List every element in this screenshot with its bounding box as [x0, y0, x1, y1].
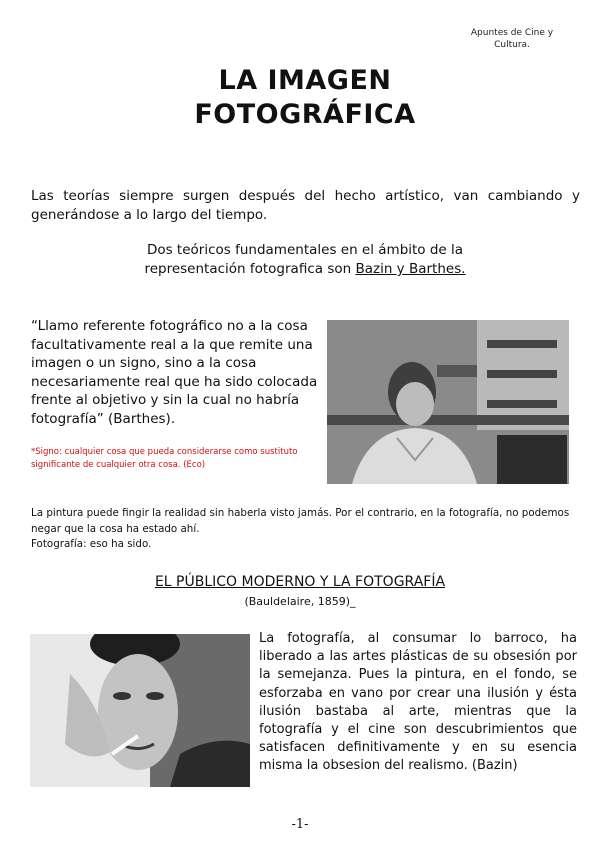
theorists-text: Dos teóricos fundamentales en el ámbito de la representación fotografica son: [144, 242, 464, 277]
page-title-line1: LA IMAGEN: [218, 65, 392, 96]
barthes-quote: “Llamo referente fotográfico no a la cosa facultativamente real a la que remite una imagen o un signo, sino a la cosa necesariamente real que ha sido colocada frente al objetivo y sin la cual no habría fotografía” (Barthes).: [31, 318, 318, 427]
painting-paragraph: [31, 506, 576, 553]
section-subheading: (Bauldelaire, 1859)_: [244, 595, 356, 608]
page-title-line2: FOTOGRÁFICA: [194, 99, 416, 130]
intro-paragraph: Las teorías siempre surgen después del hecho artístico, van cambiando y generándose a lo largo del tiempo.: [31, 188, 580, 223]
header-note: [452, 27, 572, 51]
painting-text-line2: Fotografía: eso ha sido.: [31, 538, 152, 550]
painting-text-line1: La pintura puede fingir la realidad sin haberla visto jamás. Por el contrario, en la fotografía, no podemos negar que la cosa ha estado ahí.: [31, 507, 570, 535]
smoking-man-photo-graphic: [30, 634, 250, 787]
bazin-paragraph: La fotografía, al consumar lo barroco, ha liberado a las artes plásticas de su obsesión por la semejanza. Pues la pintura, en el fondo, se esforzaba en vano por crear una ilusión y ésta ilusión bastaba al arte, mientras que la fotografía y el cine son descubrimientos que satisfacen definitivamente y en su esencia misma la obsesion del realismo. (Bazin): [259, 631, 577, 774]
header-note-line1: Apuntes de Cine y: [470, 28, 554, 38]
section-heading: EL PÚBLICO MODERNO Y LA FOTOGRAFÍA: [154, 574, 446, 590]
theorists-names: Bazin y Barthes.: [355, 261, 466, 277]
smoking-man-photo: [30, 634, 250, 787]
page-title: [150, 64, 460, 132]
barthes-photo-graphic: [327, 320, 569, 484]
header-note-line2: Cultura.: [494, 40, 530, 50]
barthes-photo: [327, 320, 569, 484]
sign-footnote: *Signo: cualquier cosa que pueda considerarse como sustituto significante de cualquier otra cosa. (Eco): [31, 447, 298, 470]
theorists-paragraph: [110, 241, 500, 279]
page-number: -1-: [291, 817, 309, 832]
